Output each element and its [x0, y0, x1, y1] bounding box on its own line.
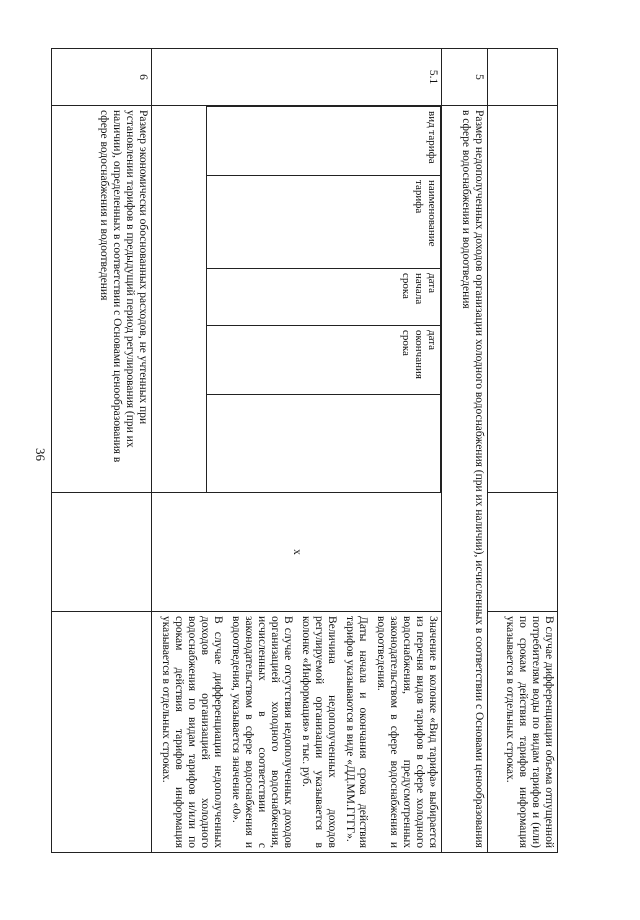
table-row — [488, 49, 558, 853]
subheader-start-date: дата начала срока — [207, 269, 441, 326]
subheader-table — [206, 106, 441, 492]
description-paragraph: Величина недополученных доходов регулируемой организации указывается в колонке «Информация» в тыс. руб. — [300, 616, 338, 848]
row-name: Размер экономически обоснованных расходов, не учтенных при установлении тарифов в предыдущий период регулирования (при их наличии), определенных в соответствии с Основами ценообразования в сфере водоснабжения и водоотведения — [52, 106, 152, 493]
row-description — [488, 612, 558, 853]
subheader-tariff-name: наименование тарифа — [207, 176, 441, 269]
row-info: x — [152, 493, 442, 612]
row-subtable-cell — [152, 106, 442, 493]
table-row — [442, 49, 488, 853]
row-name: Размер недополученных доходов организации холодного водоснабжения (при их наличии), исчисленных в соответствии с Основами ценообразования в сфере водоснабжения и водоотведения — [442, 106, 488, 853]
row-number: 5 — [442, 49, 488, 106]
subheader-tariff-type: вид тарифа — [207, 107, 441, 176]
subheader-end-date: дата окончания срока — [207, 326, 441, 395]
table-row — [152, 49, 442, 853]
row-info — [488, 493, 558, 612]
description-paragraph: В случае дифференциации недополученных доходов организацией холодного водоснабжения по видам тарифов и/или по срокам действия тарифов информация указывается в отдельных строках. — [160, 616, 224, 848]
row-name — [488, 106, 558, 493]
row-number — [488, 49, 558, 106]
row-number: 5.1 — [152, 49, 442, 106]
row-description — [152, 612, 442, 853]
description-paragraph: В случае отсутствия недополученных доходов организацией холодного водоснабжения, исчисленных в соответствии с законодательством в сфере водоснабжения и водоотведения, указывается значение «0». — [230, 616, 294, 848]
table-row — [52, 49, 152, 853]
row-number: 6 — [52, 49, 152, 106]
description-paragraph: Значение в колонке «Вид тарифа» выбирается из перечня видов тарифов в сфере холодного водоснабжения, предусмотренных законодательством в сфере водоснабжения и водоотведения. — [375, 616, 439, 848]
description-paragraph: Даты начала и окончания срока действия тарифов указываются в виде «ДД.ММ.ГГГГ». — [344, 616, 369, 848]
page-number: 36 — [33, 448, 48, 461]
row-description — [52, 612, 152, 853]
description-paragraph: В случае дифференциации объема отпущенной потребителям воды по видам тарифов и (или) по срокам действия тарифов информация указывается в отдельных строках. — [504, 616, 555, 848]
row-info — [52, 493, 152, 612]
subheader-empty — [207, 395, 441, 493]
requirements-table — [51, 48, 558, 853]
